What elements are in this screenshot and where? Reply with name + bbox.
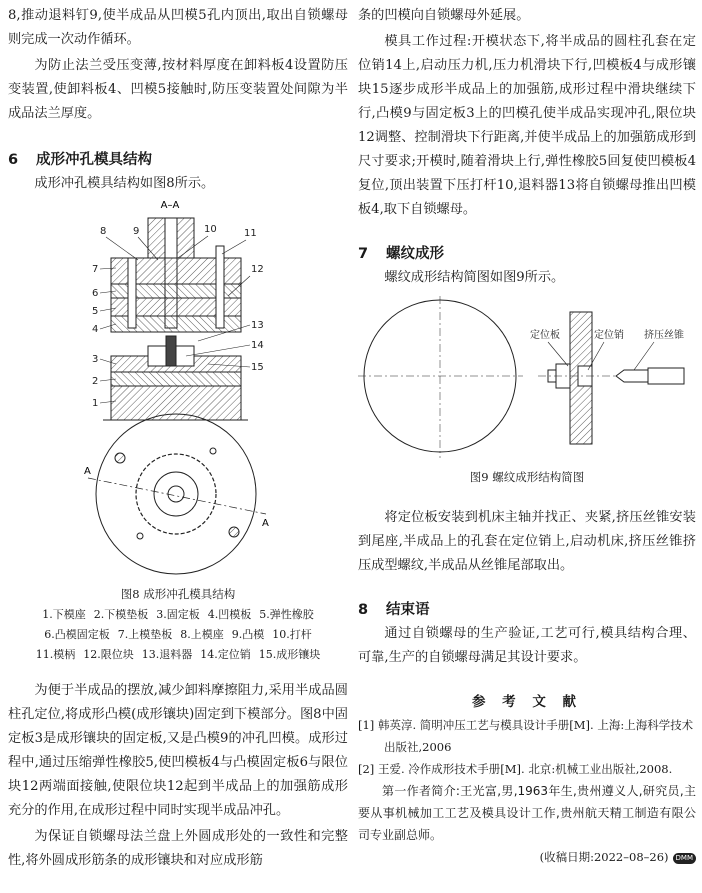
left-paragraph-4: 为保证自锁螺母法兰盘上外圆成形处的一致性和完整性,将外圆成形筋条的成形镶块和对应成形筋 [8,829,348,868]
section-7-number: 7 [358,246,369,262]
section-8-title: 结束语 [386,602,430,618]
right-paragraph-3: 将定位板安装到机床主轴并找正、夹紧,挤压丝锥安装到尾座,半成品上的孔套在定位销上,启动机床,挤压丝锥挤压成型螺纹,半成品从丝锥尾部取出。 [358,510,696,573]
legend-item: 5.弹性橡胶 [259,608,314,621]
legend-item: 12.限位块 [83,648,134,661]
callout-5: 5 [92,306,99,317]
section-8-heading [358,598,696,622]
cut-label-left: A [84,466,91,477]
legend-item: 15.成形镶块 [258,648,321,661]
die-set-elevation [103,218,248,420]
right-column [358,0,696,868]
author-bio: 第一作者简介:王光富,男,1963年生,贵州遵义人,研究员,主要从事机械加工工艺及模具设计工作,贵州航天精工制造有限公司专业副总师。 [358,784,696,842]
left-column [8,0,348,873]
reference-1: [1] 韩英淳. 简明冲压工艺与模具设计手册[M]. 上海:上海科学技术出版社,2006 [358,718,694,754]
callout-13: 13 [251,320,264,331]
reference-2: [2] 王爱. 冷作成形技术手册[M]. 北京:机械工业出版社,2008. [358,762,673,776]
callout-11: 11 [244,228,257,239]
right-paragraph-4: 通过自锁螺母的生产验证,工艺可行,模具结构合理、可靠,生产的自锁螺母满足其设计要求。 [358,626,696,665]
figure-8-section-label: A–A [160,200,180,211]
right-paragraph-2: 模具工作过程:开模状态下,将半成品的圆柱孔套在定位销14上,启动压力机,压力机滑块下行,凹模板4与成形镶块15逐步成形半成品上的加强筋,成形过程中滑块继续下行,凸模9与固定板3上的凹模孔使半成品实现冲孔,限位块12调整、控制滑块下行距离,并使半成品上的加强筋成形到尺寸要求;开模时,随着滑块上行,弹性橡胶5回复使凹模板4复位,顶出装置下压打杆10,退料器13将自锁螺母推出凹模板4,取下自锁螺母。 [358,34,696,217]
callout-15: 15 [251,362,264,373]
section-6-number: 6 [8,152,19,168]
section-8-number: 8 [358,602,369,618]
callout-9: 9 [133,226,140,237]
cut-label-right: A [262,518,269,529]
legend-item: 4.凹模板 [207,608,252,621]
locating-plate-face [358,296,523,458]
callout-4: 4 [92,324,99,335]
journal-badge: DMM [673,853,696,864]
fig9-label-tap: 挤压丝锥 [644,330,684,341]
legend-item: 6.凸模固定板 [44,628,110,641]
die-plan-view [88,414,266,574]
right-paragraph-1: 条的凹模向自锁螺母外延展。 [358,8,530,23]
callout-3: 3 [92,354,99,365]
left-paragraph-3: 为便于半成品的摆放,减少卸料摩擦阻力,采用半成品圆柱孔定位,将成形凸模(成形镶块)固定到下模部分。图8中固定板3是成形镶块的固定板,又是凸模9的冲孔凹模。成形过程中,通过压缩弹性橡胶5,使凹模板4与凸模固定板6与限位块12两端面接触,使限位块12起到半成品上的加强筋成形充分的作用,在成形过程中同时实现半成品冲孔。 [8,683,348,818]
legend-item: 10.打杆 [272,628,312,641]
left-paragraph-2: 为防止法兰受压变薄,按材料厚度在卸料板4设置防压变装置,使卸料板4、凹模5接触时,防压变装置处间隙为半成品法兰厚度。 [8,58,348,121]
legend-item: 7.上模垫板 [117,628,173,641]
callout-14: 14 [251,340,264,351]
callout-1: 1 [92,398,99,409]
fig9-label-locating-plate: 定位板 [530,330,560,341]
callout-7: 7 [92,264,99,275]
received-date-line [358,846,696,868]
section-6-heading [8,148,348,172]
legend-item: 3.固定板 [156,608,200,621]
tap-tool [616,368,684,384]
legend-item: 14.定位销 [200,648,251,661]
callout-12: 12 [251,264,264,275]
section-6-intro: 成形冲孔模具结构如图8所示。 [34,176,215,191]
legend-row-2 [8,625,348,645]
legend-item: 2.下模垫板 [93,608,149,621]
legend-item: 9.凸模 [231,628,265,641]
figure-9-caption: 图9 螺纹成形结构简图 [469,470,585,484]
references-title: 参 考 文 献 [471,694,583,710]
figure-8-drawing [8,196,348,591]
figure-8-caption: 图8 成形冲孔模具结构 [120,587,236,601]
legend-row-3 [8,645,348,665]
left-paragraph-1: 8,推动退料钉9,使半成品从凹模5孔内顶出,取出自锁螺母则完成一次动作循环。 [8,8,348,47]
callout-2: 2 [92,376,99,387]
legend-row-1 [8,605,348,625]
figure-8-legend [8,605,348,665]
received-date: (收稿日期:2022–08–26) [539,850,669,864]
section-7-title: 螺纹成形 [386,246,444,262]
section-7-intro: 螺纹成形结构简图如图9所示。 [384,270,565,285]
fig9-label-locating-pin: 定位销 [594,330,624,341]
section-6-title: 成形冲孔模具结构 [36,152,152,168]
callout-8: 8 [100,226,107,237]
section-7-heading [358,242,696,266]
legend-item: 11.模柄 [35,648,76,661]
figure-9-drawing [358,294,696,464]
legend-item: 13.退料器 [141,648,193,661]
legend-item: 8.上模座 [180,628,224,641]
legend-item: 1.下模座 [42,608,86,621]
callout-10: 10 [204,224,217,235]
callout-6: 6 [92,288,99,299]
